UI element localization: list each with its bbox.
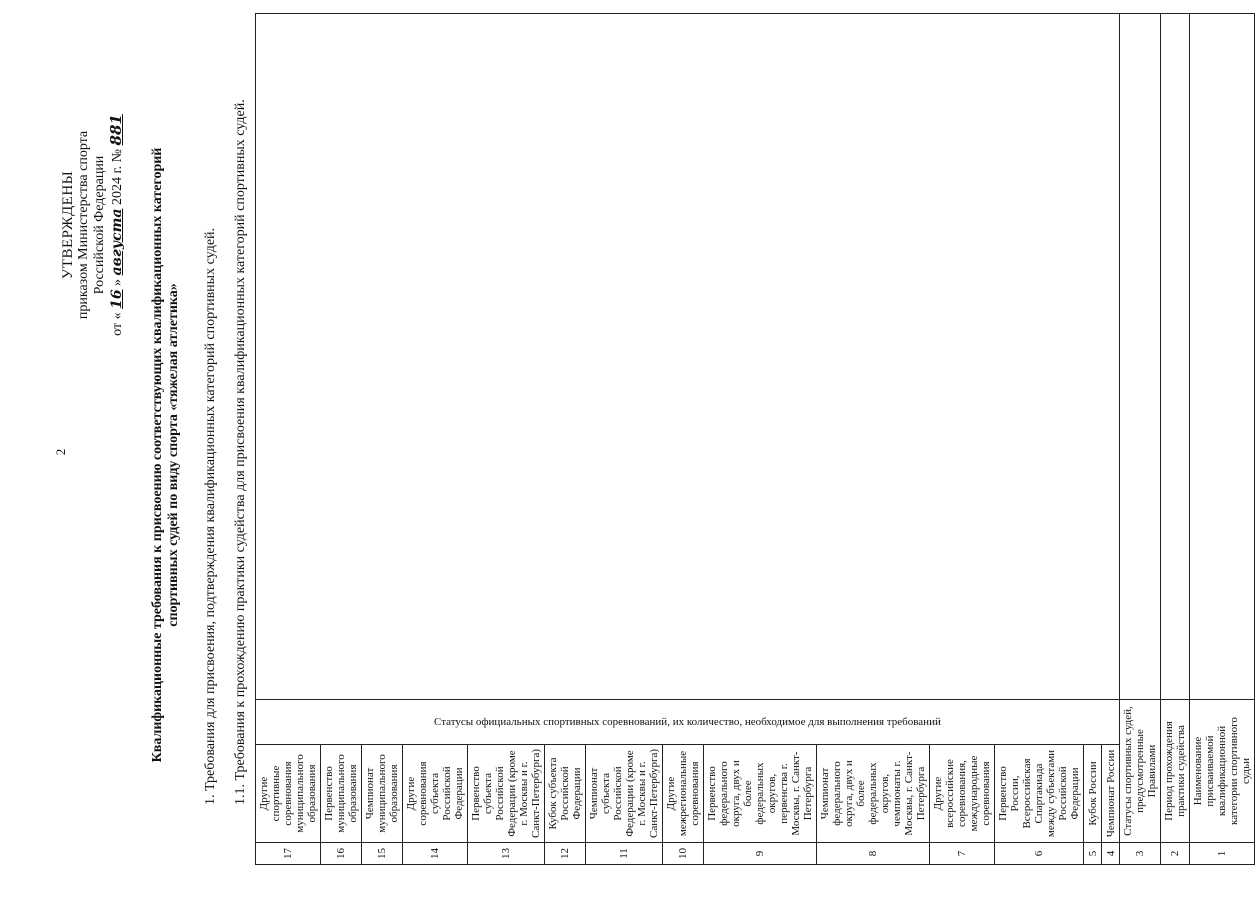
date-year: 2024 г. [110,165,125,205]
number-label: № [110,148,125,163]
competition-status: Чемпионат федерального округа, двух и более федеральных округов, чемпионаты г. Москвы, г. Санкт-Петербурга [817,745,930,843]
column-number: 14 [403,843,468,865]
approval-block [60,65,126,385]
competition-status: Другие всероссийские соревнования, международные соревнования [930,745,995,843]
competition-status: Кубок субъекта Российской Федерации [545,745,586,843]
approval-line1: приказом Министерства спорта [76,130,91,320]
competition-status: Другие межрегиональные соревнования [663,745,704,843]
competition-status: Чемпионат субъекта Российской Федерации (кроме г. Москвы и г. Санкт-Петербурга) [586,745,663,843]
column-number: 10 [663,843,704,865]
page-number: 2 [53,448,68,456]
column-number: 16 [321,843,362,865]
competition-status: Первенство федерального округа, двух и более федеральных округов, первенства г. Москвы, г. Санкт-Петербурга [704,745,817,843]
judge-status-header: Статусы спортивных судей, предусмотренные Правилами [1120,700,1161,843]
competition-status: Первенство России, Всероссийская Спартакиада между субъектами Российской Федерации [995,745,1084,843]
column-number: 12 [545,843,586,865]
date-mid: » [110,278,125,286]
blank-cell [1120,14,1161,700]
column-number: 8 [817,843,930,865]
approval-line2: Российской Федерации [92,155,107,295]
column-number: 9 [704,843,817,865]
table-row [1190,14,1255,865]
column-number: 5 [1084,843,1102,865]
column-number: 17 [256,843,321,865]
table-row [256,14,321,865]
column-number: 7 [930,843,995,865]
competition-status: Другие спортивные соревнования муниципального образования [256,745,321,843]
title-line1: Квалификационные требования к присвоению соответствующих квалификационных категорий [150,147,165,763]
section-1-heading: 1. Требования для присвоения, подтверждения квалификационных категорий спортивных судей. [203,227,218,805]
blank-cell [1190,14,1255,700]
column-number: 11 [586,843,663,865]
date-day: 16 [109,289,125,309]
competition-status: Чемпионат России [1102,745,1120,843]
competition-status: Первенство субъекта Российской Федерации (кроме г. Москвы и г. Санкт-Петербурга) [468,745,545,843]
competition-status: Кубок России [1084,745,1102,843]
document-title [150,65,182,845]
competition-status: Первенство муниципального образования [321,745,362,843]
practice-period-header: Период прохождения практики судейства [1161,700,1190,843]
column-number: 13 [468,843,545,865]
date-month: августа [109,208,125,276]
column-number: 2 [1161,843,1190,865]
blank-cell [256,14,1120,700]
competition-status: Чемпионат муниципального образования [362,745,403,843]
date-prefix: от « [110,312,125,336]
column-number: 4 [1102,843,1120,865]
column-number: 3 [1120,843,1161,865]
approval-heading: УТВЕРЖДЕНЫ [60,170,76,280]
requirements-table [255,13,1255,865]
approval-date-line [108,65,126,385]
competition-status: Другие соревнования субъекта Российской Федерации [403,745,468,843]
statuses-group-header: Статусы официальных спортивных соревнований, их количество, необходимое для выполнения требований [256,700,1120,745]
column-number: 15 [362,843,403,865]
table-row [1120,14,1161,865]
blank-cell [1161,14,1190,700]
order-number: 881 [107,114,125,146]
column-number: 1 [1190,843,1255,865]
section-1-1-heading: 1.1. Требования к прохождению практики судейства для присвоения квалификационных категорий спортивных судей. [233,99,248,805]
column-number: 6 [995,843,1084,865]
title-line2: спортивных судей по виду спорта «тяжелая атлетика» [166,283,181,627]
table-row [1161,14,1190,865]
category-name-header: Наименование присваиваемой квалификационной категории спортивного судьи [1190,700,1255,843]
